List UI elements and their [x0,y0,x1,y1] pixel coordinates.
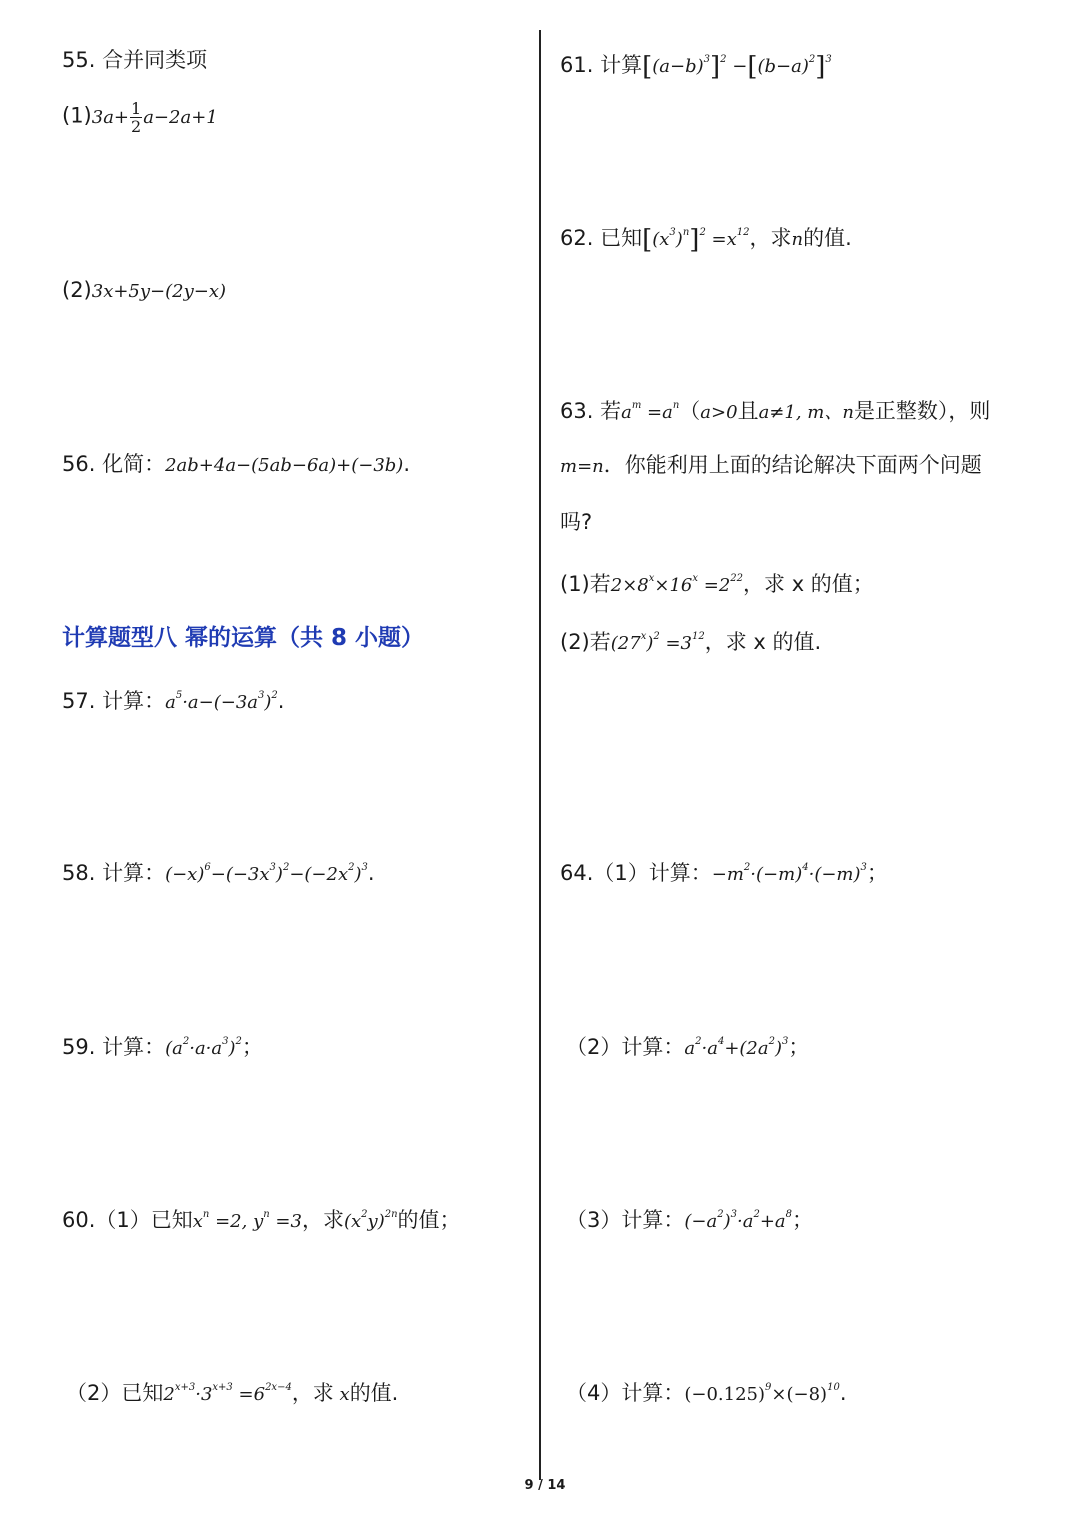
q60-target: $(x^2y)^{2n}$ [343,1209,398,1232]
q63-label: 63. 若 [560,399,622,423]
q57-label: 57. 计算： [62,689,166,713]
q55-part1-expr-b: a−2a+1 [143,106,218,128]
q55-title: 55. 合并同类项 [62,48,208,72]
q64-part4: （4）计算：$(-0.125)^9\times(-8)^{10}$. [566,1381,847,1405]
q58-label: 58. 计算： [62,861,166,885]
fraction-half: $\frac{1}{2}$ [131,99,142,136]
q64-part1: 64.（1）计算：$-m^2\cdot(-m)^4\cdot(-m)^3$； [560,861,888,885]
q58-expr: $(-x)^6-(-3x^3)^2-(-2x^2)^3$ [165,862,368,885]
q55-part2 [62,275,226,307]
q64-part4-label: （4）计算： [566,1381,685,1405]
q62-expr: $[(x^3)^n]^2 =x^{12}$ [642,225,750,255]
page-number: 9 / 14 [524,1478,566,1493]
q56-label: 56. 化简： [62,452,166,476]
q60b-label: （2）已知 [66,1381,164,1405]
q63-line1: 63. 若$a^m =a^n(a>0$且a≠1, m、n是正整数），则 [560,399,991,423]
q60-part2: （2）已知$2^{x+3}\cdot 3^{x+3} =6^{2x-4}$，求 x的值. [66,1381,399,1405]
q57: 57. 计算：$a^5\cdot a-(-3a^3)^2$. [62,689,285,713]
q60b-given: $2^{x+3}\cdot 3^{x+3} =6^{2x-4}$ [163,1382,292,1405]
section-title: 计算题型八 幂的运算（共 8 小题） [62,625,425,651]
q57-expr: $a^5\cdot a-(-3a^3)^2$ [165,690,278,713]
q56-expr: 2ab+4a−(5ab−6a)+(−3b) [165,455,404,476]
column-divider [539,30,541,1480]
q56: 56. 化简：2ab+4a−(5ab−6a)+(−3b). [62,452,411,476]
q61-label: 61. 计算 [560,53,643,77]
q60-label: 60.（1）已知 [62,1208,193,1232]
q55-part1-expr-a: 3a+ [91,106,130,128]
q64-part3: （3）计算：$(-a^2)^3\cdot a^2+a^8$； [566,1208,814,1232]
q64-part3-label: （3）计算： [566,1208,685,1232]
q60-part1: 60.（1）已知$x^n =2$, $y^n =3$，求$(x^2y)^{2n}$的值； [62,1208,461,1232]
q63-part1-label: (1)若 [560,572,611,596]
q61 [560,45,832,82]
q62-label: 62. 已知 [560,226,643,250]
q64-part1-label: 64.（1）计算： [560,861,712,885]
q55-part2-label: (2) [62,278,92,302]
q60-given: $x^n =2$, $y^n =3$ [192,1209,302,1232]
q62: 62. 已知$[(x^3)^n]^2 =x^{12}$，求n的值. [560,225,852,255]
q63-part2: (2)若$(27^x)^2 =3^{12}$，求 x 的值. [560,630,822,654]
q58: 58. 计算：$(-x)^6-(-3x^3)^2-(-2x^2)^3$. [62,861,375,885]
q59-label: 59. 计算： [62,1035,166,1059]
q59-expr: $(a^2\cdot a\cdot a^3)^2$ [165,1036,242,1059]
q55-part1 [62,100,218,135]
q61-expr: $[(a-b)^3]^2 -[(b-a)^2]^3$ [642,52,832,82]
q64-part2-label: （2）计算： [566,1035,685,1059]
q59: 59. 计算：$(a^2\cdot a\cdot a^3)^2$； [62,1035,263,1059]
q55-part1-label: (1) [62,103,92,128]
q64-part2: （2）计算：$a^2\cdot a^4+(2a^2)^3$； [566,1035,810,1059]
q63-line3: 吗? [560,510,593,534]
q63-line2: m=n．你能利用上面的结论解决下面两个问题 [560,453,982,477]
q63-part1: (1)若$2\times 8^x\times 16^x =2^{22}$，求 x 的值； [560,572,874,596]
q55-part2-expr: 3x+5y−(2y−x) [91,281,227,302]
q63-part2-label: (2)若 [560,630,611,654]
